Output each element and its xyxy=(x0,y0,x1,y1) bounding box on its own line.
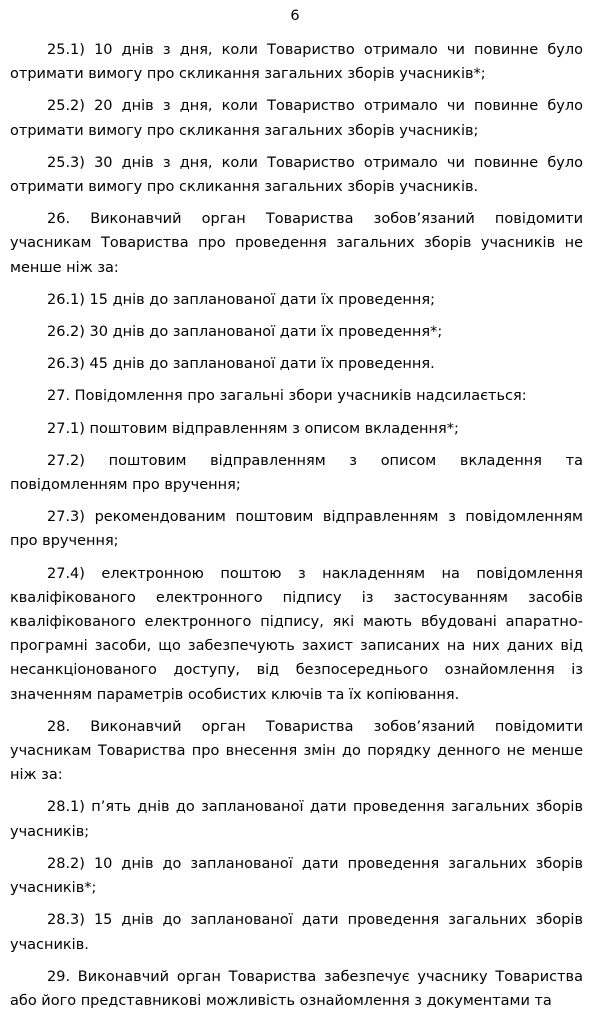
paragraph-29: 29. Виконавчий орган Товариства забезпечує учаснику Товариства або його представникові можливість ознайомлення з документами та xyxy=(10,968,583,1009)
paragraph-26-2: 26.2) 30 днів до запланованої дати їх проведення*; xyxy=(47,324,443,341)
paragraph-27-2: 27.2) поштовим відправленням з описом вкладення та повідомленням про вручення; xyxy=(10,452,583,494)
paragraph-26: 26. Виконавчий орган Товариства зобов’язаний повідомити учасникам Товариства про проведення загальних зборів учасників не менше ніж за: xyxy=(10,211,583,276)
paragraph-27-3: 27.3) рекомендованим поштовим відправленням з повідомленням про вручення; xyxy=(10,509,583,550)
paragraph-28-2: 28.2) 10 днів до запланованої дати проведення загальних зборів учасників*; xyxy=(10,855,583,897)
paragraph-25-1: 25.1) 10 днів з дня, коли Товариство отримало чи повинне було отримати вимогу про скликання загальних зборів учасників*; xyxy=(10,42,583,83)
paragraph-26-1: 26.1) 15 днів до запланованої дати їх проведення; xyxy=(47,291,435,308)
paragraph-27-1: 27.1) поштовим відправленням з описом вкладення*; xyxy=(47,420,459,437)
paragraph-28-1: 28.1) п’ять днів до запланованої дати проведення загальних зборів учасників; xyxy=(10,799,583,840)
paragraph-25-3: 25.3) 30 днів з дня, коли Товариство отримало чи повинне було отримати вимогу про скликання загальних зборів учасників. xyxy=(10,154,583,196)
document-body xyxy=(10,38,583,1021)
paragraph-28: 28. Виконавчий орган Товариства зобов’язаний повідомити учасникам Товариства про внесення змін до порядку денного не менше ніж за: xyxy=(10,718,583,784)
page-number: 6 xyxy=(290,8,300,24)
paragraph-25-2: 25.2) 20 днів з дня, коли Товариство отримало чи повинне було отримати вимогу про скликання загальних зборів учасників; xyxy=(10,98,583,139)
paragraph-27: 27. Повідомлення про загальні збори учасників надсилається: xyxy=(47,388,527,405)
paragraph-26-3: 26.3) 45 днів до запланованої дати їх проведення. xyxy=(47,356,435,373)
paragraph-28-3: 28.3) 15 днів до запланованої дати проведення загальних зборів учасників. xyxy=(10,912,583,953)
paragraph-27-4: 27.4) електронною поштою з накладенням на повідомлення кваліфікованого електронного підпису із застосуванням засобів кваліфікованого електронного підпису, які мають вбудовані апаратно-програмні засоби, що забезпечують захист записаних на них даних від несанкціонованого доступу, від безпосереднього ознайомлення із значенням параметрів особистих ключів та їх копіювання. xyxy=(10,565,583,703)
